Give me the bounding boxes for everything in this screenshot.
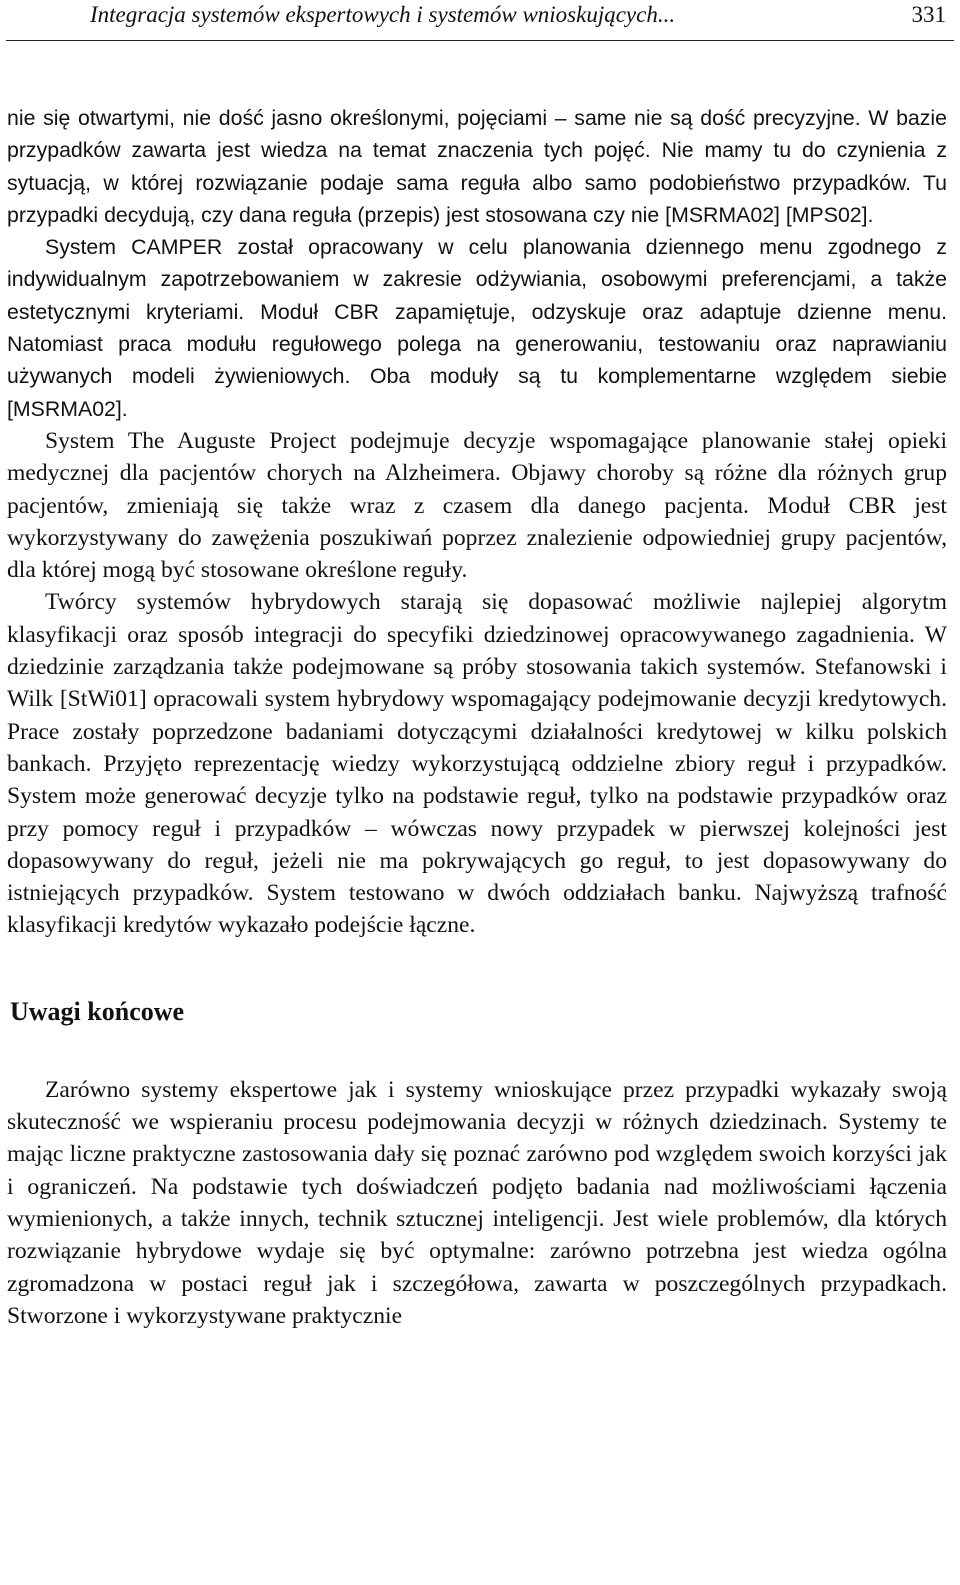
paragraph: Twórcy systemów hybrydowych starają się dopasować możliwie najlepiej algorytm klasyfikacji oraz sposób integracji do specyfiki dziedzinowej opracowywanego zagadnienia. W dziedzinie zarządzania także podejmowane są próby stosowania takich systemów. Stefanowski i Wilk [StWi01] opracowali system hybrydowy wspomagający podejmowanie decyzji kredytowych. Prace zostały poprzedzone badaniami dotyczącymi działalności kredytowej w kilku polskich bankach. Przyjęto reprezentację wiedzy wykorzystującą oddzielne zbiory reguł i przypadków. System może generować decyzje tylko na podstawie reguł, tylko na podstawie przypadków oraz przy pomocy reguł i przypadków – wówczas nowy przypadek w pierwszej kolejności jest dopasowywany do reguł, jeżeli nie ma pokrywających go reguł, to jest dopasowywany do istniejących przypadków. System testowano w dwóch oddziałach banku. Najwyższą trafność klasyfikacji kredytów wykazało podejście łączne. xyxy=(7,589,947,939)
paragraph: System The Auguste Project podejmuje decyzje wspomagające planowanie stałej opieki medycznej dla pacjentów chorych na Alzheimera. Objawy choroby są różne dla różnych grup pacjentów, zmieniają się także wraz z czasem dla danego pacjenta. Moduł CBR jest wykorzystywany do zawężenia poszukiwań poprzez znalezienie odpowiedniej grupy pacjentów, dla której mogą być stosowane określone reguły. xyxy=(7,427,947,584)
paragraph: System CAMPER został opracowany w celu planowania dziennego menu zgodnego z indywidualnym zapotrzebowaniem w zakresie odżywiania, osobowymi preferencjami, a także estetycznymi kryteriami. Moduł CBR zapamiętuje, odzyskuje oraz adaptuje dzienne menu. Natomiast praca modułu regułowego polega na generowaniu, testowaniu oraz naprawianiu używanych modeli żywieniowych. Oba moduły są tu komplementarne względem siebie [MSRMA02]. xyxy=(7,235,947,421)
page-header xyxy=(6,0,954,41)
section-paragraph: Zarówno systemy ekspertowe jak i systemy wnioskujące przez przypadki wykazały swoją skuteczność we wspieraniu procesu podejmowania decyzji w różnych dziedzinach. Systemy te mając liczne praktyczne zastosowania dały się poznać zarówno pod względem swoich korzyści jak i ograniczeń. Na podstawie tych doświadczeń podjęto badania nad możliwościami łączenia wymienionych, a także innych, technik sztucznej inteligencji. Jest wiele problemów, dla których rozwiązanie hybrydowe wydaje się być optymalne: zarówno potrzebna jest wiedza ogólna zgromadzona w postaci reguł jak i szczegółowa, zawarta w poszczególnych przypadkach. Stworzone i wykorzystywane praktycznie xyxy=(7,1076,947,1329)
paragraph: nie się otwartymi, nie dość jasno określonymi, pojęciami – same nie są dość precyzyjne. W bazie przypadków zawarta jest wiedza na temat znaczenia tych pojęć. Nie mamy tu do czynienia z sytuacją, w której rozwiązanie podaje sama reguła albo samo podobieństwo przypadków. Tu przypadki decydują, czy dana reguła (przepis) jest stosowana czy nie [MSRMA02] [MPS02]. xyxy=(7,106,947,227)
running-title: Integracja systemów ekspertowych i systemów wnioskujących... xyxy=(90,2,676,27)
section-heading: Uwagi końcowe xyxy=(10,996,185,1026)
body-text xyxy=(7,102,947,1332)
page-number: 331 xyxy=(911,2,946,27)
